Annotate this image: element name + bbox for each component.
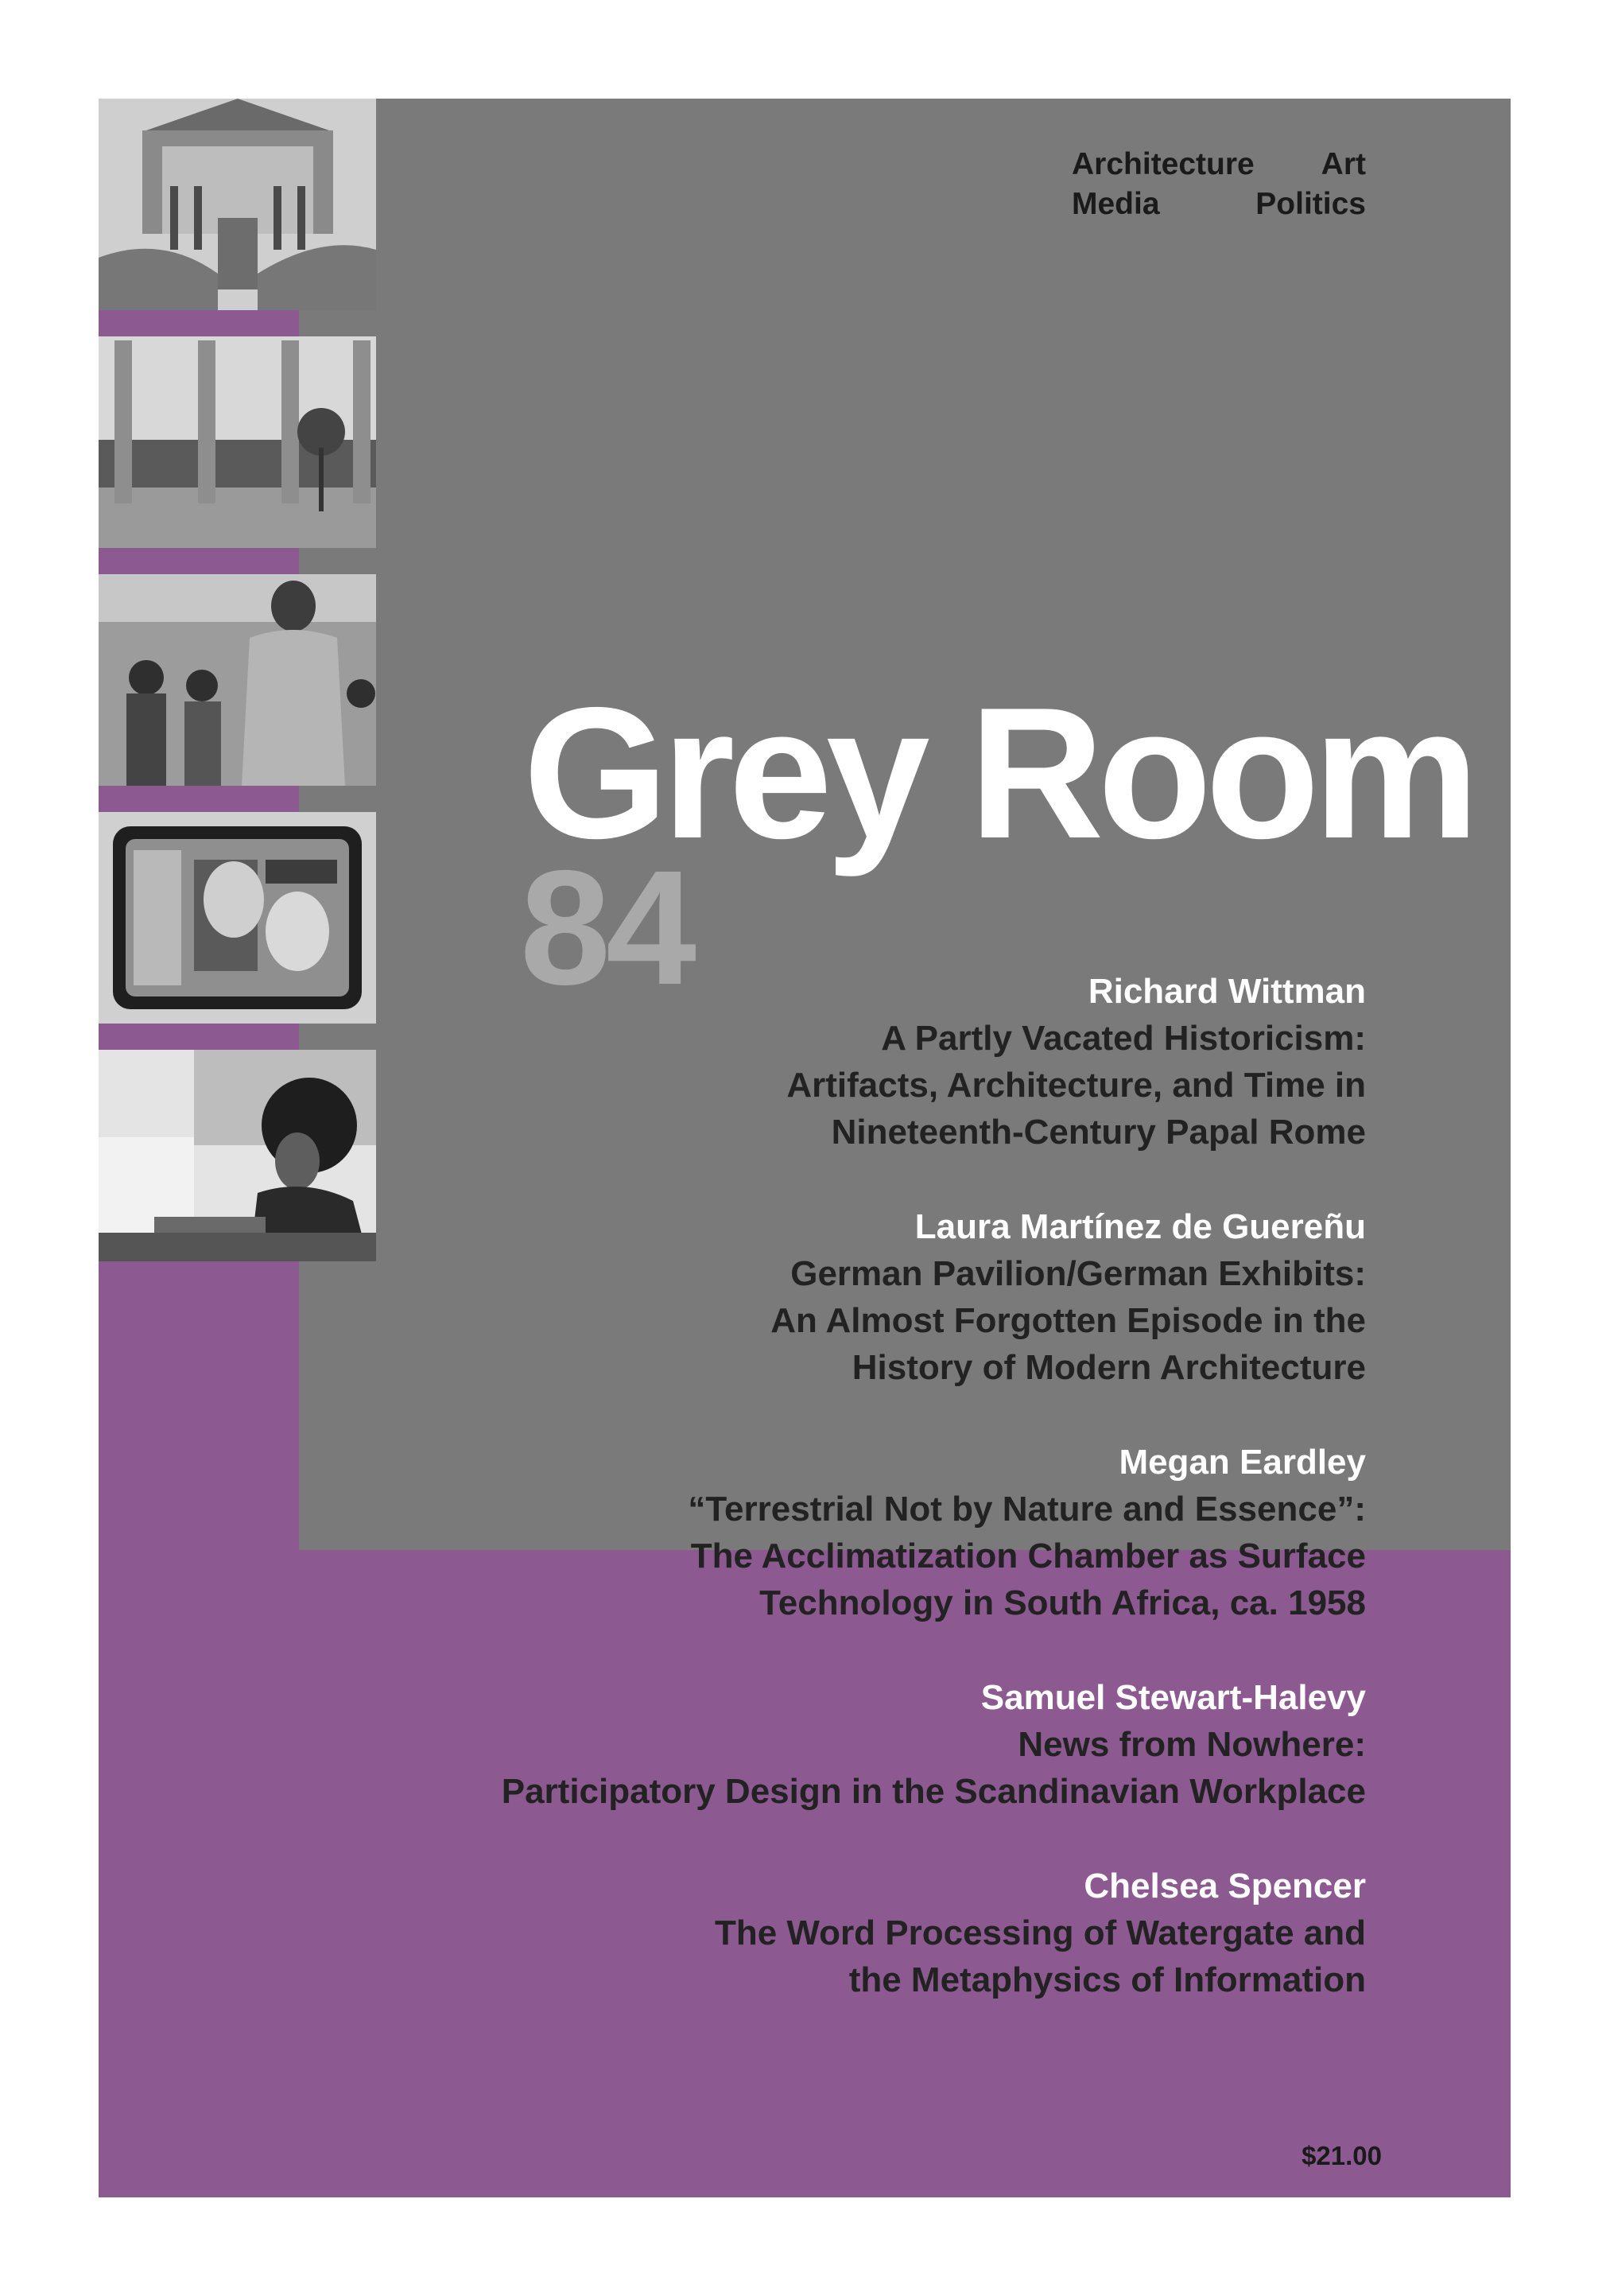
contents-entry: [332, 1439, 1366, 1626]
article-title-line: The Word Processing of Watergate and: [714, 1913, 1366, 1952]
photo-columns: [99, 336, 376, 548]
tagline-architecture: Architecture: [1072, 147, 1255, 181]
article-title-line: News from Nowhere:: [1018, 1725, 1366, 1764]
author: Megan Eardley: [1119, 1443, 1366, 1482]
issue-number: 84: [520, 837, 692, 1019]
contents-entry: [332, 1674, 1366, 1815]
author: Richard Wittman: [1088, 972, 1366, 1011]
accent-tab: [99, 310, 299, 336]
article-title-line: Participatory Design in the Scandinavian Workplace: [501, 1772, 1366, 1811]
photo-word-processing: [99, 1050, 376, 1261]
contents-entry: [332, 968, 1366, 1156]
table-of-contents: [332, 968, 1366, 2051]
author: Laura Martínez de Guereñu: [914, 1207, 1366, 1246]
article-title-line: Artifacts, Architecture, and Time in: [786, 1066, 1366, 1105]
article-title-line: Nineteenth-Century Papal Rome: [831, 1113, 1366, 1152]
author: Samuel Stewart-Halevy: [980, 1678, 1366, 1717]
article-title-line: A Partly Vacated Historicism:: [881, 1019, 1366, 1058]
contents-entry: [332, 1203, 1366, 1391]
accent-tab: [99, 1024, 299, 1050]
article-title-line: The Acclimatization Chamber as Surface: [690, 1536, 1366, 1575]
tagline: [1072, 145, 1366, 224]
photo-computer-screen: [99, 812, 376, 1024]
photo-pavilion-drawing: [99, 99, 376, 310]
tagline-art: Art: [1321, 147, 1366, 181]
article-title-line: History of Modern Architecture: [852, 1348, 1366, 1387]
accent-tab: [99, 786, 299, 812]
article-title-line: An Almost Forgotten Episode in the: [770, 1301, 1366, 1340]
masthead-title: Grey Room: [523, 668, 1473, 877]
accent-tab: [99, 548, 299, 574]
tagline-media: Media: [1072, 187, 1160, 221]
price: $21.00: [1302, 2141, 1382, 2170]
author: Chelsea Spencer: [1084, 1867, 1366, 1906]
article-title-line: the Metaphysics of Information: [848, 1960, 1366, 1999]
tagline-politics: Politics: [1255, 187, 1366, 221]
photo-crowd: [99, 574, 376, 786]
article-title-line: “Terrestrial Not by Nature and Essence”:: [688, 1490, 1366, 1529]
contents-entry: [332, 1863, 1366, 2003]
article-title-line: German Pavilion/German Exhibits:: [790, 1254, 1366, 1293]
article-title-line: Technology in South Africa, ca. 1958: [759, 1583, 1366, 1622]
